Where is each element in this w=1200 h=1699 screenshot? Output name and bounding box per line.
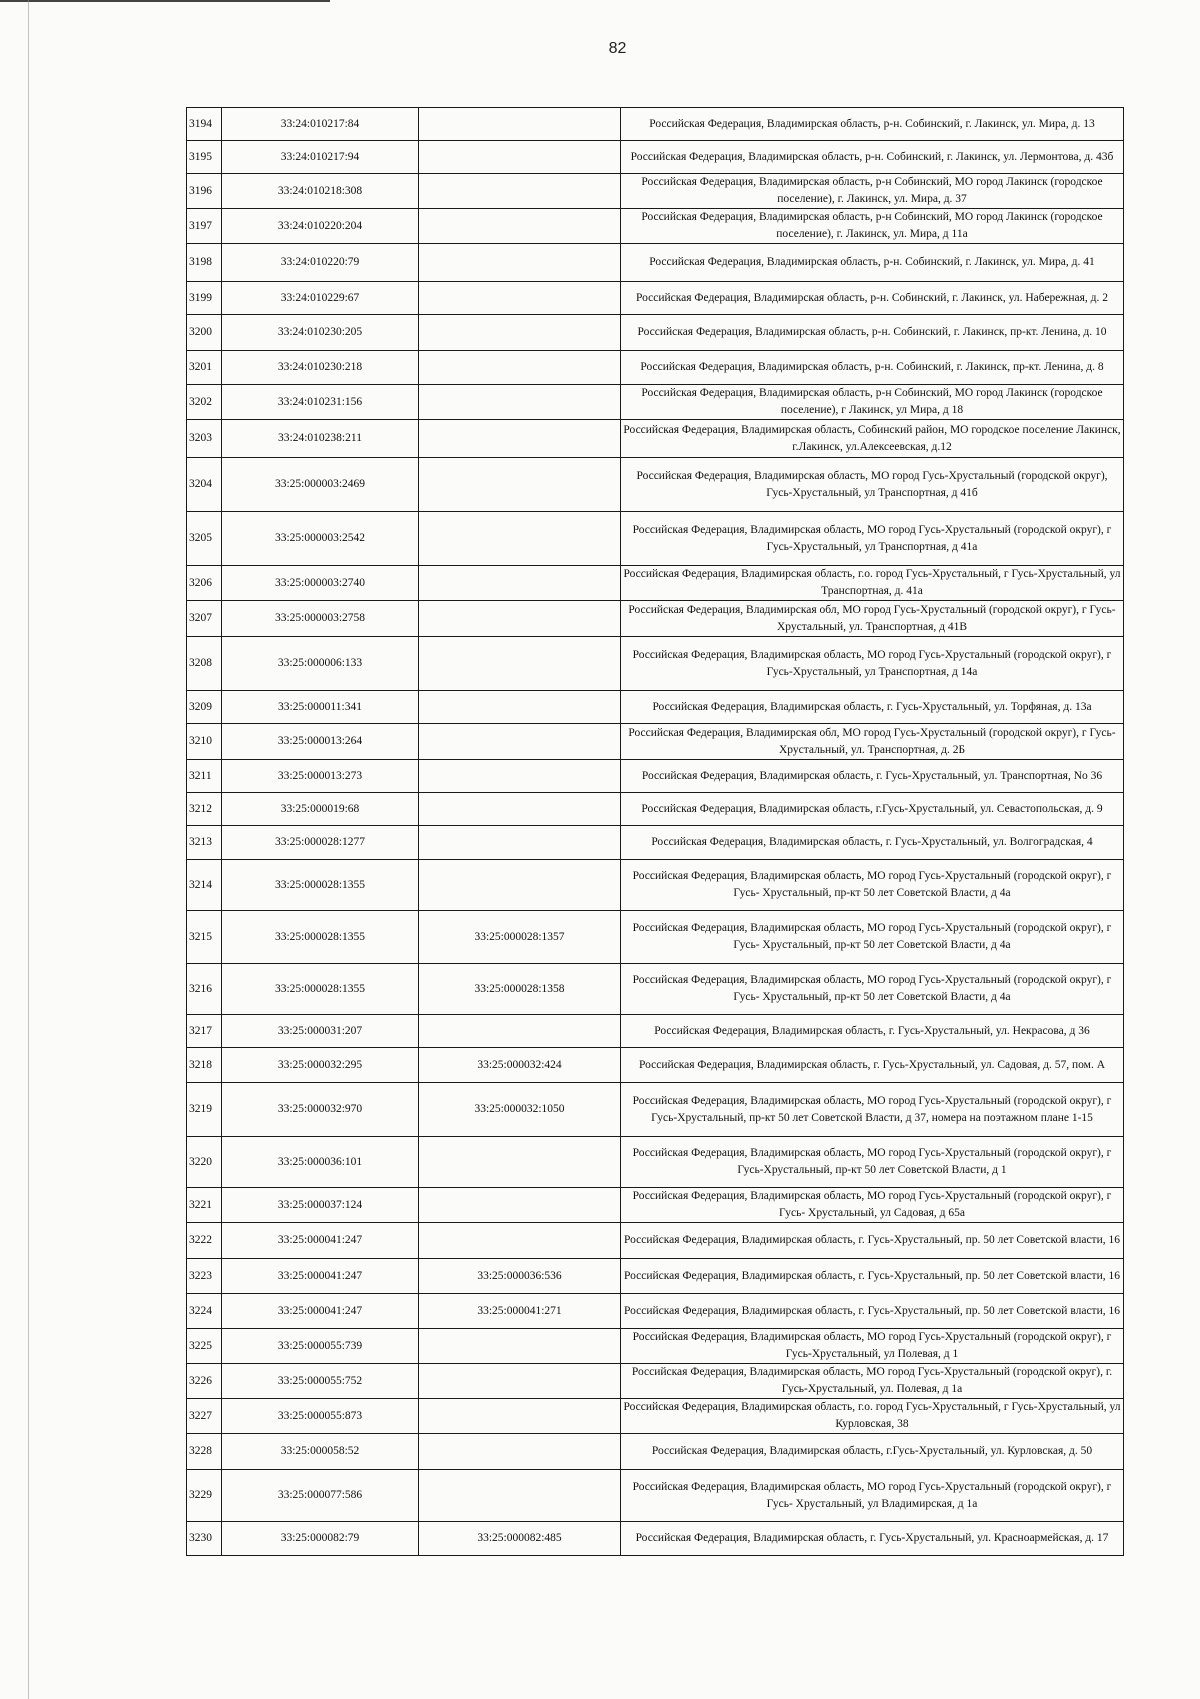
related-cadastral-number-cell: [419, 1137, 621, 1188]
cadastral-number-cell: 33:25:000011:341: [222, 691, 419, 724]
cadastral-number-cell: 33:24:010220:204: [222, 209, 419, 244]
table-row: [187, 1259, 1124, 1294]
row-number-cell: 3203: [187, 420, 222, 458]
cadastral-number-cell: 33:25:000003:2740: [222, 566, 419, 601]
address-cell: Российская Федерация, Владимирская область, г. Гусь-Хрустальный, ул. Красноармейская, д. 17: [621, 1522, 1124, 1556]
related-cadastral-number-cell: [419, 601, 621, 637]
related-cadastral-number-cell: 33:25:000032:1050: [419, 1083, 621, 1137]
related-cadastral-number-cell: [419, 458, 621, 512]
table-row: [187, 1294, 1124, 1329]
row-number-cell: 3214: [187, 860, 222, 911]
table-row: [187, 1522, 1124, 1556]
row-number-cell: 3200: [187, 315, 222, 351]
cadastral-number-cell: 33:24:010231:156: [222, 385, 419, 420]
address-cell: Российская Федерация, Владимирская область, р-н. Собинский, г. Лакинск, ул. Мира, д. 13: [621, 108, 1124, 141]
cadastral-number-cell: 33:25:000077:586: [222, 1470, 419, 1522]
related-cadastral-number-cell: [419, 315, 621, 351]
table-row: [187, 860, 1124, 911]
address-cell: Российская Федерация, Владимирская область, р-н Собинский, МО город Лакинск (городское поселение), г. Лакинск, ул. Мира, д. 37: [621, 174, 1124, 209]
cadastral-number-cell: 33:25:000032:295: [222, 1048, 419, 1083]
table-row: [187, 793, 1124, 826]
cadastral-number-cell: 33:25:000003:2542: [222, 512, 419, 566]
related-cadastral-number-cell: 33:25:000028:1358: [419, 964, 621, 1015]
related-cadastral-number-cell: [419, 637, 621, 691]
cadastral-number-cell: 33:25:000003:2758: [222, 601, 419, 637]
row-number-cell: 3197: [187, 209, 222, 244]
row-number-cell: 3225: [187, 1329, 222, 1364]
address-cell: Российская Федерация, Владимирская область, МО город Гусь-Хрустальный (городской округ), г Гусь- Хрустальный, ул Садовая, д 65а: [621, 1188, 1124, 1223]
address-cell: Российская Федерация, Владимирская область, г. Гусь-Хрустальный, пр. 50 лет Советской власти, 16: [621, 1259, 1124, 1294]
cadastral-number-cell: 33:25:000013:273: [222, 760, 419, 793]
cadastral-number-cell: 33:24:010230:218: [222, 351, 419, 385]
address-cell: Российская Федерация, Владимирская область, р-н. Собинский, г. Лакинск, ул. Лермонтова, д. 43б: [621, 141, 1124, 174]
scan-edge-top: [0, 0, 330, 2]
row-number-cell: 3207: [187, 601, 222, 637]
related-cadastral-number-cell: [419, 1470, 621, 1522]
cadastral-number-cell: 33:24:010230:205: [222, 315, 419, 351]
related-cadastral-number-cell: [419, 141, 621, 174]
address-cell: Российская Федерация, Владимирская область, г. Гусь-Хрустальный, пр. 50 лет Советской власти, 16: [621, 1294, 1124, 1329]
address-cell: Российская Федерация, Владимирская область, МО город Гусь-Хрустальный (городской округ), г Гусь-Хрустальный, ул Транспортная, д 14а: [621, 637, 1124, 691]
row-number-cell: 3229: [187, 1470, 222, 1522]
related-cadastral-number-cell: [419, 282, 621, 315]
related-cadastral-number-cell: [419, 826, 621, 860]
row-number-cell: 3204: [187, 458, 222, 512]
address-cell: Российская Федерация, Владимирская область, г. Гусь-Хрустальный, ул. Некрасова, д 36: [621, 1015, 1124, 1048]
table-row: [187, 566, 1124, 601]
cadastral-number-cell: 33:25:000028:1355: [222, 964, 419, 1015]
row-number-cell: 3222: [187, 1223, 222, 1259]
row-number-cell: 3223: [187, 1259, 222, 1294]
address-cell: Российская Федерация, Владимирская область, Собинский район, МО городское поселение Лакинск, г.Лакинск, ул.Алексеевская, д.12: [621, 420, 1124, 458]
table-row: [187, 1188, 1124, 1223]
address-cell: Российская Федерация, Владимирская обл, МО город Гусь-Хрустальный (городской округ), г Гусь-Хрустальный, ул. Транспортная, д. 2Б: [621, 724, 1124, 760]
address-cell: Российская Федерация, Владимирская область, МО город Гусь-Хрустальный (городской округ), г Гусь-Хрустальный, ул Транспортная, д 41а: [621, 512, 1124, 566]
address-cell: Российская Федерация, Владимирская область, р-н Собинский, МО город Лакинск (городское поселение), г. Лакинск, ул. Мира, д 11а: [621, 209, 1124, 244]
address-cell: Российская Федерация, Владимирская обл, МО город Гусь-Хрустальный (городской округ), г Гусь-Хрустальный, ул. Транспортная, д 41В: [621, 601, 1124, 637]
cadastral-number-cell: 33:25:000055:873: [222, 1399, 419, 1434]
address-cell: Российская Федерация, Владимирская область, МО город Гусь-Хрустальный (городской округ), г Гусь-Хрустальный, ул Полевая, д 1: [621, 1329, 1124, 1364]
cadastral-number-cell: 33:25:000036:101: [222, 1137, 419, 1188]
address-cell: Российская Федерация, Владимирская область, р-н. Собинский, г. Лакинск, пр-кт. Ленина, д. 8: [621, 351, 1124, 385]
address-cell: Российская Федерация, Владимирская область, МО город Гусь-Хрустальный (городской округ), г. Гусь-Хрустальный, ул. Полевая, д 1а: [621, 1364, 1124, 1399]
table-row: [187, 1223, 1124, 1259]
row-number-cell: 3206: [187, 566, 222, 601]
cadastral-number-cell: 33:25:000041:247: [222, 1259, 419, 1294]
row-number-cell: 3213: [187, 826, 222, 860]
cadastral-number-cell: 33:25:000031:207: [222, 1015, 419, 1048]
cadastral-number-cell: 33:24:010218:308: [222, 174, 419, 209]
row-number-cell: 3201: [187, 351, 222, 385]
related-cadastral-number-cell: [419, 244, 621, 282]
scan-edge-left: [28, 0, 29, 1699]
related-cadastral-number-cell: [419, 691, 621, 724]
related-cadastral-number-cell: [419, 209, 621, 244]
registry-table: [186, 107, 1124, 1556]
cadastral-number-cell: 33:24:010217:84: [222, 108, 419, 141]
address-cell: Российская Федерация, Владимирская область, МО город Гусь-Хрустальный (городской округ), г Гусь- Хрустальный, ул Владимирская, д 1а: [621, 1470, 1124, 1522]
related-cadastral-number-cell: [419, 108, 621, 141]
address-cell: Российская Федерация, Владимирская область, г. Гусь-Хрустальный, ул. Волгоградская, 4: [621, 826, 1124, 860]
table-row: [187, 1364, 1124, 1399]
related-cadastral-number-cell: [419, 174, 621, 209]
cadastral-number-cell: 33:25:000082:79: [222, 1522, 419, 1556]
address-cell: Российская Федерация, Владимирская область, г. Гусь-Хрустальный, ул. Садовая, д. 57, пом. А: [621, 1048, 1124, 1083]
address-cell: Российская Федерация, Владимирская область, МО город Гусь-Хрустальный (городской округ), г Гусь-Хрустальный, пр-кт 50 лет Советской Власти, д 1: [621, 1137, 1124, 1188]
table-row: [187, 601, 1124, 637]
address-cell: Российская Федерация, Владимирская область, г. Гусь-Хрустальный, ул. Транспортная, No 36: [621, 760, 1124, 793]
address-cell: Российская Федерация, Владимирская область, МО город Гусь-Хрустальный (городской округ), Гусь-Хрустальный, ул Транспортная, д 41б: [621, 458, 1124, 512]
related-cadastral-number-cell: [419, 860, 621, 911]
row-number-cell: 3219: [187, 1083, 222, 1137]
table-row: [187, 964, 1124, 1015]
row-number-cell: 3230: [187, 1522, 222, 1556]
cadastral-number-cell: 33:24:010220:79: [222, 244, 419, 282]
address-cell: Российская Федерация, Владимирская область, р-н Собинский, МО город Лакинск (городское поселение), г Лакинск, ул Мира, д 18: [621, 385, 1124, 420]
table-row: [187, 1329, 1124, 1364]
table-row: [187, 351, 1124, 385]
table-row: [187, 420, 1124, 458]
table-row: [187, 1083, 1124, 1137]
address-cell: Российская Федерация, Владимирская область, МО город Гусь-Хрустальный (городской округ), г Гусь-Хрустальный, пр-кт 50 лет Советской Власти, д 37, номера на поэтажном плане 1-15: [621, 1083, 1124, 1137]
related-cadastral-number-cell: [419, 420, 621, 458]
table-row: [187, 1470, 1124, 1522]
table-row: [187, 1399, 1124, 1434]
row-number-cell: 3202: [187, 385, 222, 420]
row-number-cell: 3198: [187, 244, 222, 282]
cadastral-number-cell: 33:25:000006:133: [222, 637, 419, 691]
row-number-cell: 3194: [187, 108, 222, 141]
related-cadastral-number-cell: [419, 566, 621, 601]
address-cell: Российская Федерация, Владимирская область, г. Гусь-Хрустальный, ул. Торфяная, д. 13а: [621, 691, 1124, 724]
cadastral-number-cell: 33:25:000028:1355: [222, 911, 419, 964]
row-number-cell: 3211: [187, 760, 222, 793]
cadastral-number-cell: 33:25:000013:264: [222, 724, 419, 760]
row-number-cell: 3218: [187, 1048, 222, 1083]
address-cell: Российская Федерация, Владимирская область, МО город Гусь-Хрустальный (городской округ), г Гусь- Хрустальный, пр-кт 50 лет Советской Власти, д 4а: [621, 964, 1124, 1015]
address-cell: Российская Федерация, Владимирская область, г.Гусь-Хрустальный, ул. Курловская, д. 50: [621, 1434, 1124, 1470]
cadastral-number-cell: 33:24:010229:67: [222, 282, 419, 315]
table-row: [187, 174, 1124, 209]
row-number-cell: 3208: [187, 637, 222, 691]
table-row: [187, 691, 1124, 724]
address-cell: Российская Федерация, Владимирская область, МО город Гусь-Хрустальный (городской округ), г Гусь- Хрустальный, пр-кт 50 лет Советской Власти, д 4а: [621, 860, 1124, 911]
address-cell: Российская Федерация, Владимирская область, р-н. Собинский, г. Лакинск, ул. Набережная, д. 2: [621, 282, 1124, 315]
cadastral-number-cell: 33:25:000028:1277: [222, 826, 419, 860]
cadastral-number-cell: 33:25:000041:247: [222, 1223, 419, 1259]
related-cadastral-number-cell: [419, 385, 621, 420]
table-row: [187, 760, 1124, 793]
row-number-cell: 3221: [187, 1188, 222, 1223]
row-number-cell: 3199: [187, 282, 222, 315]
related-cadastral-number-cell: [419, 1188, 621, 1223]
related-cadastral-number-cell: 33:25:000041:271: [419, 1294, 621, 1329]
table-row: [187, 512, 1124, 566]
table-row: [187, 209, 1124, 244]
row-number-cell: 3220: [187, 1137, 222, 1188]
related-cadastral-number-cell: [419, 1015, 621, 1048]
related-cadastral-number-cell: 33:25:000082:485: [419, 1522, 621, 1556]
address-cell: Российская Федерация, Владимирская область, МО город Гусь-Хрустальный (городской округ), г Гусь- Хрустальный, пр-кт 50 лет Советской Власти, д 4а: [621, 911, 1124, 964]
cadastral-number-cell: 33:25:000055:739: [222, 1329, 419, 1364]
related-cadastral-number-cell: 33:25:000036:536: [419, 1259, 621, 1294]
page-number: 82: [608, 40, 627, 57]
table-row: [187, 244, 1124, 282]
table-row: [187, 108, 1124, 141]
related-cadastral-number-cell: [419, 351, 621, 385]
table-row: [187, 826, 1124, 860]
address-cell: Российская Федерация, Владимирская область, р-н. Собинский, г. Лакинск, пр-кт. Ленина, д. 10: [621, 315, 1124, 351]
row-number-cell: 3196: [187, 174, 222, 209]
registry-table-body: [187, 108, 1124, 1556]
address-cell: Российская Федерация, Владимирская область, г. Гусь-Хрустальный, пр. 50 лет Советской власти, 16: [621, 1223, 1124, 1259]
table-row: [187, 282, 1124, 315]
row-number-cell: 3217: [187, 1015, 222, 1048]
table-row: [187, 1434, 1124, 1470]
cadastral-number-cell: 33:25:000037:124: [222, 1188, 419, 1223]
cadastral-number-cell: 33:24:010217:94: [222, 141, 419, 174]
related-cadastral-number-cell: 33:25:000028:1357: [419, 911, 621, 964]
table-row: [187, 1048, 1124, 1083]
address-cell: Российская Федерация, Владимирская область, г.о. город Гусь-Хрустальный, г Гусь-Хрустальный, ул Курловская, 38: [621, 1399, 1124, 1434]
table-row: [187, 1137, 1124, 1188]
address-cell: Российская Федерация, Владимирская область, г.Гусь-Хрустальный, ул. Севастопольская, д. 9: [621, 793, 1124, 826]
registry-table-container: [186, 107, 1124, 1556]
table-row: [187, 637, 1124, 691]
related-cadastral-number-cell: [419, 1399, 621, 1434]
address-cell: Российская Федерация, Владимирская область, г.о. город Гусь-Хрустальный, г Гусь-Хрустальный, ул Транспортная, д. 41а: [621, 566, 1124, 601]
row-number-cell: 3228: [187, 1434, 222, 1470]
cadastral-number-cell: 33:25:000041:247: [222, 1294, 419, 1329]
address-cell: Российская Федерация, Владимирская область, р-н. Собинский, г. Лакинск, ул. Мира, д. 41: [621, 244, 1124, 282]
row-number-cell: 3209: [187, 691, 222, 724]
row-number-cell: 3216: [187, 964, 222, 1015]
cadastral-number-cell: 33:25:000028:1355: [222, 860, 419, 911]
row-number-cell: 3212: [187, 793, 222, 826]
table-row: [187, 315, 1124, 351]
table-row: [187, 385, 1124, 420]
cadastral-number-cell: 33:25:000003:2469: [222, 458, 419, 512]
related-cadastral-number-cell: [419, 724, 621, 760]
related-cadastral-number-cell: [419, 760, 621, 793]
row-number-cell: 3224: [187, 1294, 222, 1329]
table-row: [187, 1015, 1124, 1048]
related-cadastral-number-cell: [419, 793, 621, 826]
row-number-cell: 3227: [187, 1399, 222, 1434]
related-cadastral-number-cell: [419, 1223, 621, 1259]
row-number-cell: 3210: [187, 724, 222, 760]
cadastral-number-cell: 33:25:000058:52: [222, 1434, 419, 1470]
row-number-cell: 3195: [187, 141, 222, 174]
table-row: [187, 141, 1124, 174]
row-number-cell: 3215: [187, 911, 222, 964]
related-cadastral-number-cell: [419, 1364, 621, 1399]
table-row: [187, 458, 1124, 512]
related-cadastral-number-cell: [419, 512, 621, 566]
related-cadastral-number-cell: 33:25:000032:424: [419, 1048, 621, 1083]
row-number-cell: 3205: [187, 512, 222, 566]
cadastral-number-cell: 33:24:010238:211: [222, 420, 419, 458]
cadastral-number-cell: 33:25:000019:68: [222, 793, 419, 826]
table-row: [187, 911, 1124, 964]
cadastral-number-cell: 33:25:000032:970: [222, 1083, 419, 1137]
table-row: [187, 724, 1124, 760]
row-number-cell: 3226: [187, 1364, 222, 1399]
related-cadastral-number-cell: [419, 1434, 621, 1470]
cadastral-number-cell: 33:25:000055:752: [222, 1364, 419, 1399]
related-cadastral-number-cell: [419, 1329, 621, 1364]
